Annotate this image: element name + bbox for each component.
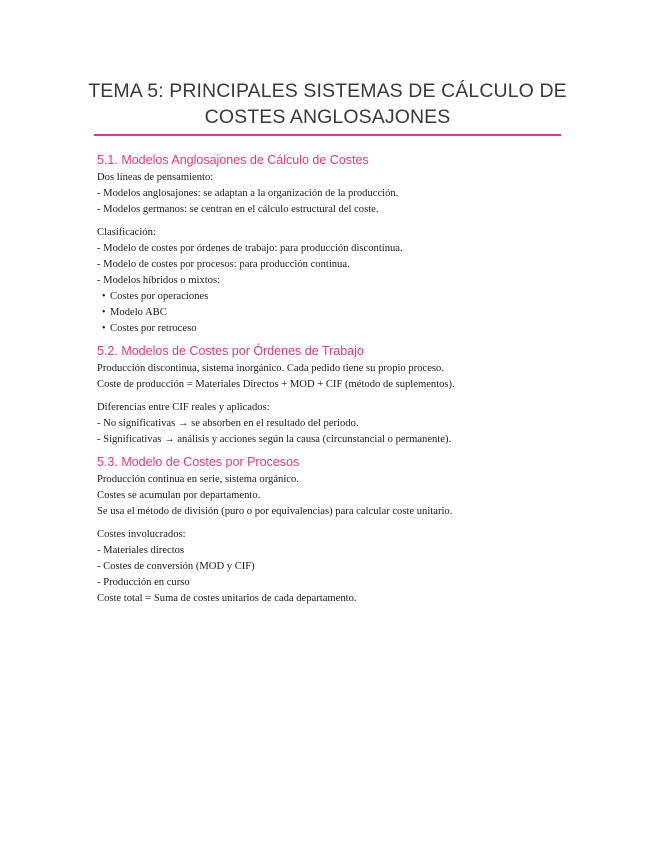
- cif-label: Diferencias entre CIF reales y aplicados:: [97, 402, 270, 413]
- paragraph-line: Producción discontinua, sistema inorgánico. Cada pedido tiene su propio proceso.: [97, 363, 444, 374]
- title-line-1: TEMA 5: PRINCIPALES SISTEMAS DE CÁLCULO DE: [88, 80, 567, 102]
- spacer: [97, 218, 567, 225]
- bullet-item: • Costes por retroceso: [97, 321, 567, 337]
- paragraph-line: Costes se acumulan por departamento.: [97, 490, 261, 501]
- title-divider: [94, 134, 561, 136]
- classification-label: Clasificación:: [97, 227, 156, 238]
- section-heading: 5.1. Modelos Anglosajones de Cálculo de Costes: [97, 153, 369, 167]
- costs-label: Costes involucrados:: [97, 529, 186, 540]
- section-5-1: [97, 152, 567, 337]
- list-item: - No significativas → se absorben en el resultado del periodo.: [97, 418, 359, 429]
- list-item: - Modelo de costes por órdenes de trabajo: para producción discontinua.: [97, 243, 403, 254]
- spacer: [97, 520, 567, 527]
- paragraph-line: Coste de producción = Materiales Directos + MOD + CIF (método de suplementos).: [97, 379, 455, 390]
- list-item: - Materiales directos: [97, 545, 185, 556]
- document-body: [97, 152, 567, 607]
- section-heading: 5.3. Modelo de Costes por Procesos: [97, 455, 300, 469]
- bullet-item: • Costes por operaciones: [97, 289, 567, 305]
- section-5-2: [97, 343, 567, 448]
- title-line-2: COSTES ANGLOSAJONES: [204, 106, 451, 128]
- section-heading: 5.2. Modelos de Costes por Órdenes de Trabajo: [97, 344, 364, 358]
- document-title: [60, 78, 595, 130]
- list-item: - Modelos híbridos o mixtos:: [97, 275, 221, 286]
- spacer: [97, 393, 567, 400]
- paragraph-line: Se usa el método de división (puro o por equivalencias) para calcular coste unitario.: [97, 506, 453, 517]
- list-item: - Producción en curso: [97, 577, 190, 588]
- list-item: - Significativas → análisis y acciones según la causa (circunstancial o permanente).: [97, 434, 452, 445]
- list-item: - Costes de conversión (MOD y CIF): [97, 561, 255, 572]
- bullet-item: • Modelo ABC: [97, 305, 567, 321]
- total-line: Coste total = Suma de costes unitarios de cada departamento.: [97, 593, 357, 604]
- section-5-3: [97, 454, 567, 607]
- list-item: - Modelo de costes por procesos: para producción continua.: [97, 259, 350, 270]
- paragraph-line: Producción continua en serie, sistema orgánico.: [97, 474, 299, 485]
- list-item: - Modelos germanos: se centran en el cálculo estructural del coste.: [97, 204, 379, 215]
- intro-label: Dos líneas de pensamiento:: [97, 172, 214, 183]
- list-item: - Modelos anglosajones: se adaptan a la organización de la producción.: [97, 188, 399, 199]
